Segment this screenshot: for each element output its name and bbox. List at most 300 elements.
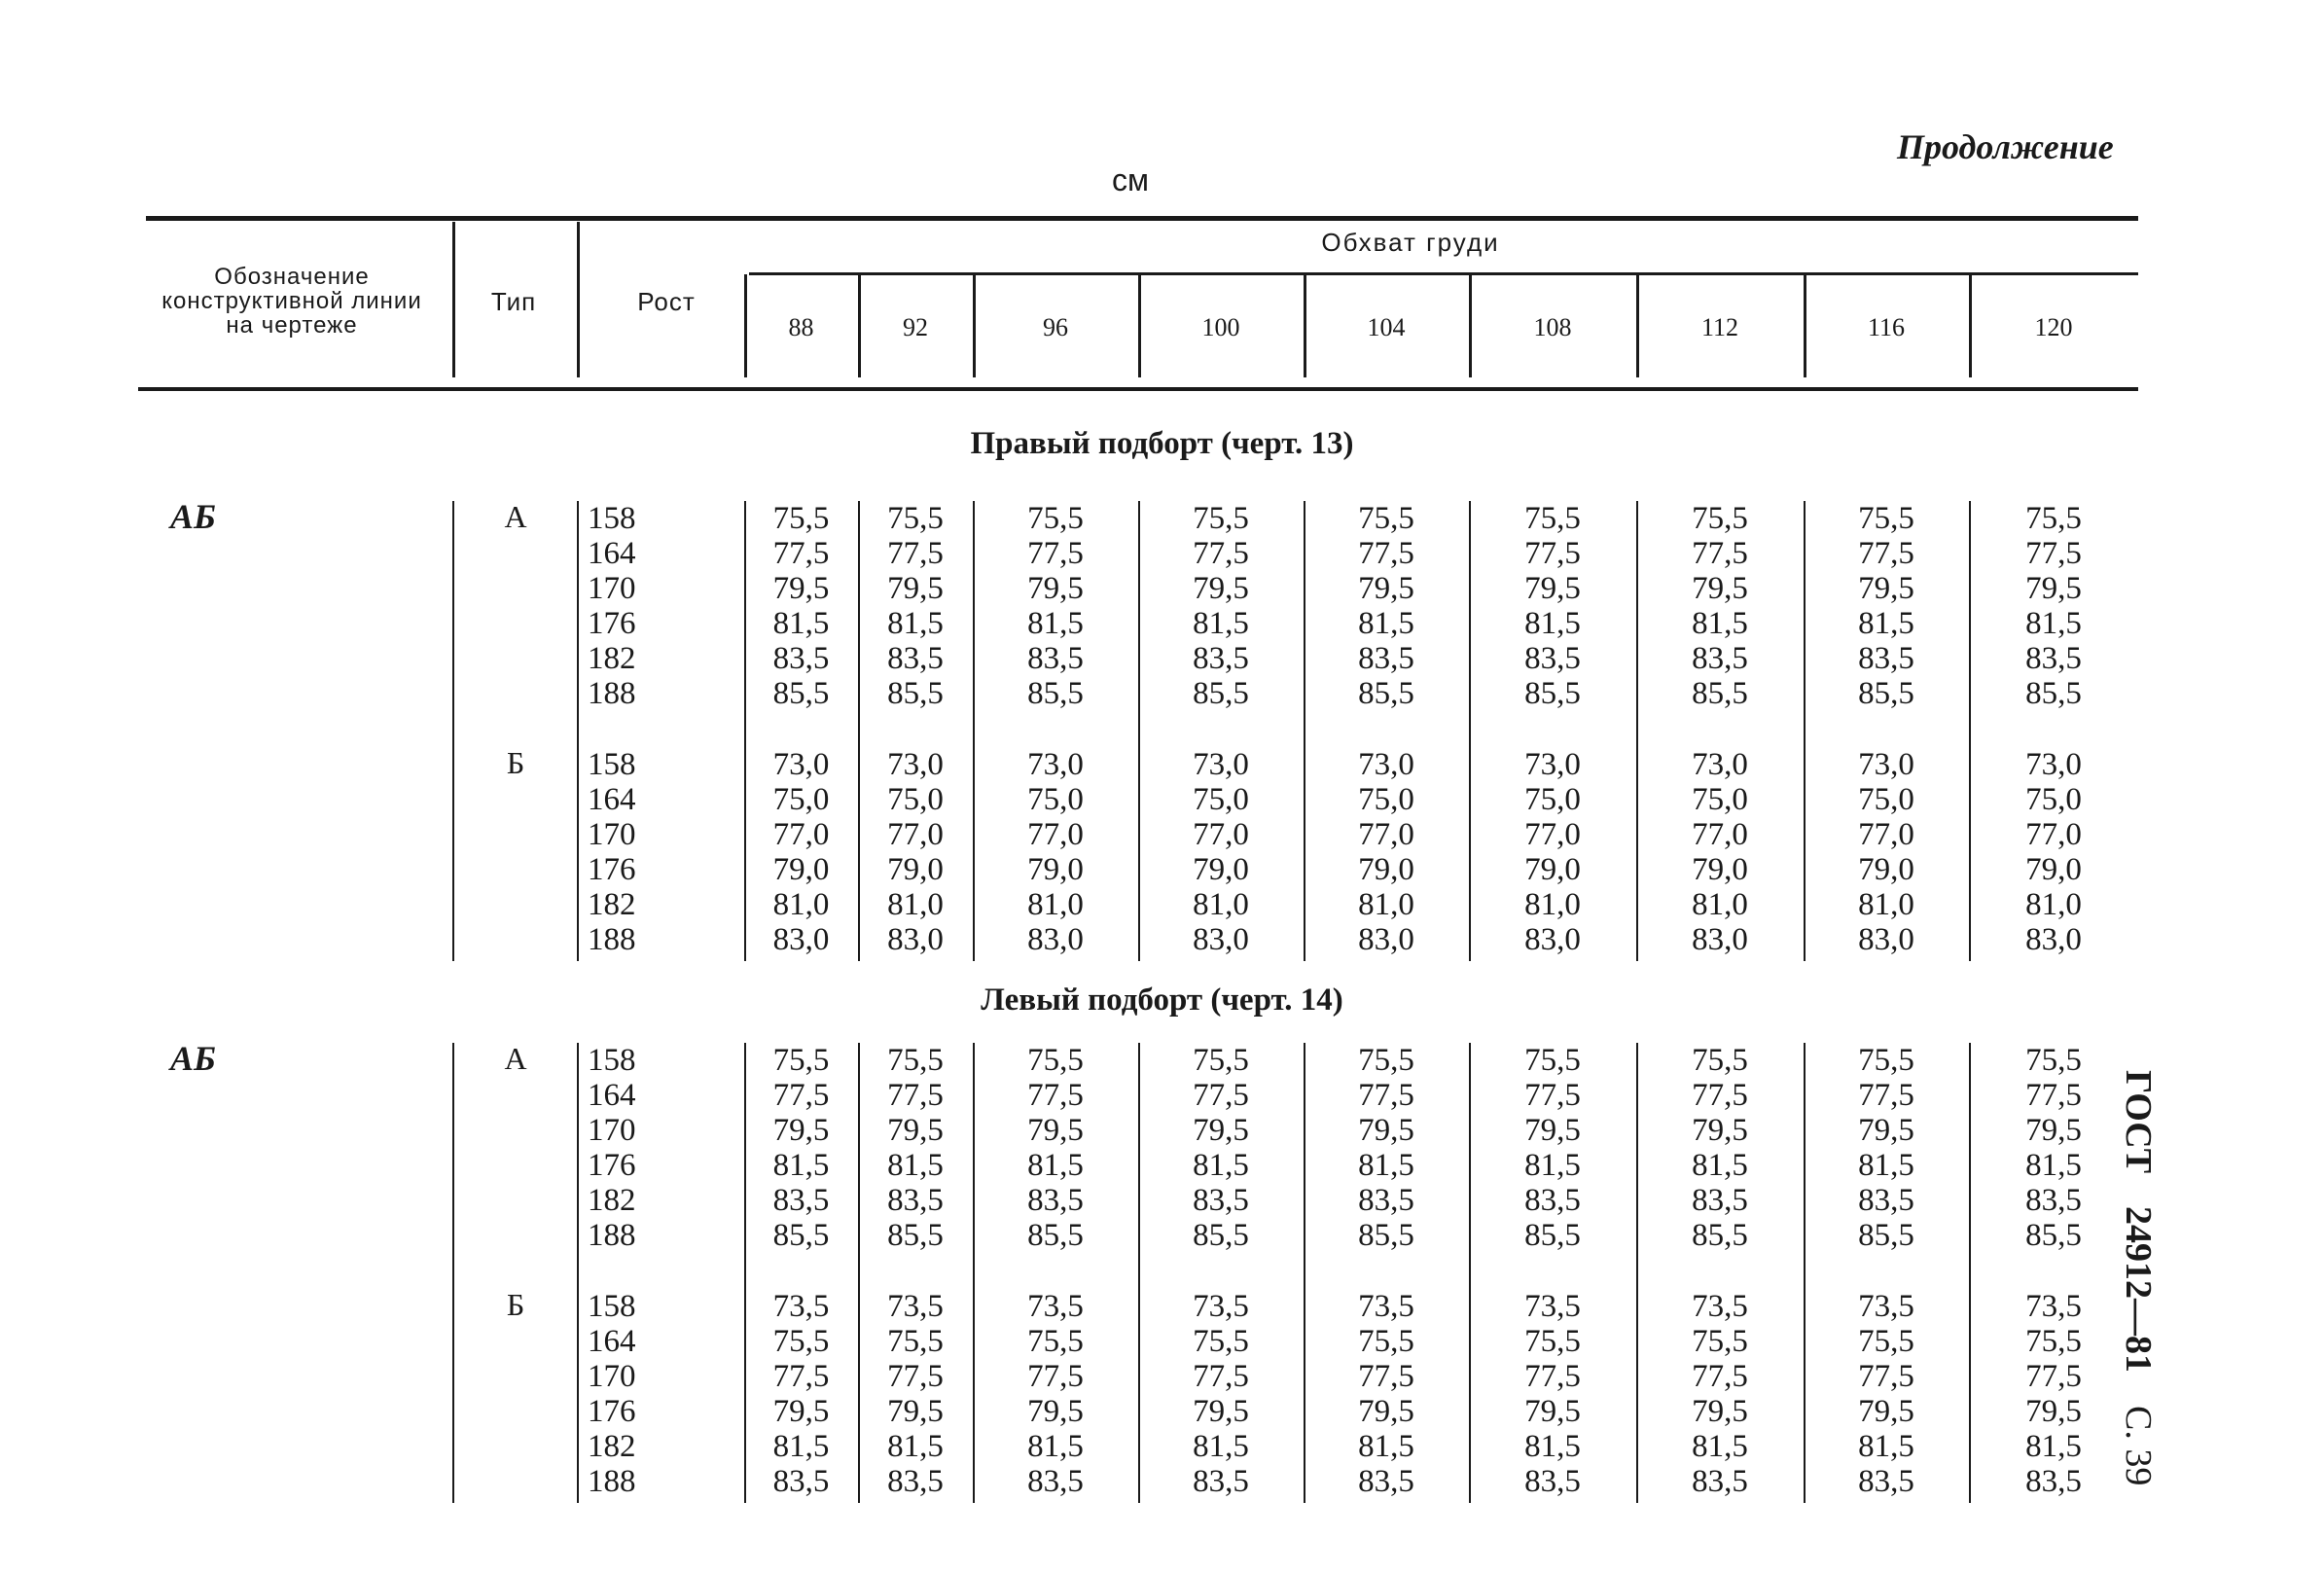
- continuation-label: Продолжение: [1897, 127, 2114, 166]
- value-cell: 83,5: [1193, 1183, 1249, 1218]
- body-column-divider: [1469, 501, 1471, 961]
- line-designation-header: Обозначение конструктивной линии на чертеже: [161, 264, 422, 339]
- value-cell: 85,5: [1358, 1218, 1414, 1253]
- value-cell: 85,5: [2025, 676, 2082, 711]
- value-column-92: [862, 747, 969, 957]
- value-cell: 79,5: [1692, 571, 1748, 606]
- value-cell: 77,5: [1193, 1078, 1249, 1113]
- value-cell: 81,0: [1858, 887, 1914, 922]
- value-cell: 77,5: [1027, 536, 1084, 571]
- value-cell: 83,0: [1193, 922, 1249, 957]
- value-column-96: [1002, 501, 1109, 711]
- value-cell: 73,0: [1692, 747, 1748, 782]
- value-cell: 79,5: [887, 571, 944, 606]
- value-cell: 85,5: [1358, 676, 1414, 711]
- header-column-divider: [1138, 274, 1141, 377]
- header-column-divider: [1469, 274, 1472, 377]
- value-cell: 79,0: [1358, 852, 1414, 887]
- value-cell: 75,5: [1524, 1324, 1581, 1359]
- body-column-divider: [1804, 501, 1806, 961]
- value-cell: 73,5: [1193, 1289, 1249, 1324]
- value-cell: 79,5: [1027, 571, 1084, 606]
- table-top-rule: [146, 216, 2138, 221]
- value-cell: 81,5: [1524, 606, 1581, 641]
- value-cell: 83,0: [1858, 922, 1914, 957]
- value-cell: 77,5: [1692, 1078, 1748, 1113]
- value-cell: 77,5: [772, 1078, 830, 1113]
- value-column-100: [1167, 747, 1274, 957]
- girth-header-92: 92: [903, 313, 928, 341]
- standard-number: 24912—81: [2118, 1206, 2159, 1374]
- height-cell: 158: [588, 501, 636, 536]
- value-cell: 79,5: [1524, 1113, 1581, 1148]
- value-cell: 75,0: [2025, 782, 2082, 817]
- value-cell: 77,5: [772, 536, 830, 571]
- value-cell: 73,0: [887, 747, 944, 782]
- value-cell: 73,0: [1358, 747, 1414, 782]
- value-column-120: [2000, 501, 2107, 711]
- value-cell: 79,5: [1858, 571, 1914, 606]
- value-column-112: [1666, 1043, 1773, 1253]
- value-cell: 75,5: [1193, 501, 1249, 536]
- value-cell: 77,5: [1692, 536, 1748, 571]
- value-cell: 75,0: [1692, 782, 1748, 817]
- value-cell: 75,5: [1027, 1324, 1084, 1359]
- value-cell: 77,0: [887, 817, 944, 852]
- value-column-116: [1833, 501, 1940, 711]
- value-cell: 77,0: [1692, 817, 1748, 852]
- value-cell: 83,5: [2025, 1464, 2082, 1499]
- value-cell: 83,0: [1027, 922, 1084, 957]
- value-cell: 81,5: [772, 606, 830, 641]
- girth-subheader-rule: [749, 272, 2138, 275]
- value-cell: 85,5: [2025, 1218, 2082, 1253]
- value-cell: 77,0: [2025, 817, 2082, 852]
- value-cell: 73,0: [1524, 747, 1581, 782]
- value-cell: 75,5: [1858, 1043, 1914, 1078]
- section-title-right-facing: Правый подборт (черт. 13): [970, 426, 1354, 461]
- value-cell: 77,5: [887, 1359, 944, 1394]
- value-cell: 77,5: [1858, 536, 1914, 571]
- girth-header-104: 104: [1367, 313, 1406, 341]
- height-cell: 188: [588, 1464, 636, 1499]
- value-column-88: [748, 501, 855, 711]
- value-cell: 83,5: [1358, 641, 1414, 676]
- value-cell: 79,5: [1358, 571, 1414, 606]
- value-cell: 79,0: [1524, 852, 1581, 887]
- value-cell: 81,5: [1027, 606, 1084, 641]
- value-cell: 73,5: [1524, 1289, 1581, 1324]
- value-cell: 75,5: [1193, 1043, 1249, 1078]
- value-cell: 81,5: [1193, 1148, 1249, 1183]
- value-cell: 83,5: [1193, 641, 1249, 676]
- value-cell: 81,5: [2025, 1148, 2082, 1183]
- type-label: Б: [506, 1287, 525, 1322]
- height-cell: 164: [588, 536, 636, 571]
- value-cell: 81,5: [1358, 1148, 1414, 1183]
- value-cell: 83,5: [1692, 641, 1748, 676]
- line-code: АБ: [170, 497, 216, 536]
- height-header: Рост: [637, 287, 696, 316]
- height-cell: 170: [588, 1359, 636, 1394]
- value-cell: 83,5: [1692, 1183, 1748, 1218]
- height-column: [588, 501, 695, 711]
- value-column-108: [1499, 1043, 1606, 1253]
- value-column-100: [1167, 1289, 1274, 1499]
- value-cell: 79,0: [1193, 852, 1249, 887]
- value-cell: 83,0: [887, 922, 944, 957]
- value-cell: 83,5: [1524, 641, 1581, 676]
- value-cell: 75,5: [1858, 501, 1914, 536]
- value-cell: 73,5: [1858, 1289, 1914, 1324]
- value-column-96: [1002, 747, 1109, 957]
- value-cell: 83,5: [2025, 641, 2082, 676]
- value-column-120: [2000, 747, 2107, 957]
- value-cell: 77,5: [1027, 1078, 1084, 1113]
- value-cell: 79,5: [2025, 1113, 2082, 1148]
- value-cell: 81,5: [2025, 606, 2082, 641]
- height-cell: 158: [588, 747, 636, 782]
- value-cell: 81,5: [2025, 1429, 2082, 1464]
- value-cell: 81,0: [1524, 887, 1581, 922]
- value-cell: 85,5: [1858, 1218, 1914, 1253]
- value-cell: 77,5: [1858, 1359, 1914, 1394]
- value-cell: 81,5: [1692, 1148, 1748, 1183]
- value-cell: 79,5: [1358, 1394, 1414, 1429]
- value-cell: 79,5: [1193, 1113, 1249, 1148]
- value-cell: 81,5: [887, 606, 944, 641]
- value-column-100: [1167, 1043, 1274, 1253]
- type-header: Тип: [490, 287, 537, 316]
- value-cell: 83,0: [1692, 922, 1748, 957]
- height-cell: 170: [588, 1113, 636, 1148]
- value-column-116: [1833, 1289, 1940, 1499]
- value-column-104: [1333, 1289, 1440, 1499]
- value-column-116: [1833, 747, 1940, 957]
- value-cell: 79,0: [1692, 852, 1748, 887]
- value-cell: 75,5: [1692, 1324, 1748, 1359]
- value-column-104: [1333, 747, 1440, 957]
- value-cell: 77,5: [1858, 1078, 1914, 1113]
- body-column-divider: [1304, 1043, 1305, 1503]
- height-cell: 176: [588, 852, 636, 887]
- value-cell: 77,5: [2025, 536, 2082, 571]
- value-cell: 79,5: [772, 1394, 830, 1429]
- header-column-divider: [744, 274, 747, 377]
- value-cell: 83,5: [1193, 1464, 1249, 1499]
- value-cell: 85,5: [1692, 676, 1748, 711]
- value-cell: 83,5: [1692, 1464, 1748, 1499]
- value-cell: 81,5: [1858, 606, 1914, 641]
- value-column-92: [862, 501, 969, 711]
- value-cell: 79,0: [2025, 852, 2082, 887]
- value-cell: 73,5: [1692, 1289, 1748, 1324]
- value-cell: 75,0: [1524, 782, 1581, 817]
- height-cell: 170: [588, 817, 636, 852]
- value-cell: 83,5: [1524, 1464, 1581, 1499]
- body-column-divider: [1469, 1043, 1471, 1503]
- value-column-108: [1499, 1289, 1606, 1499]
- value-cell: 85,5: [1193, 676, 1249, 711]
- value-cell: 79,5: [1692, 1113, 1748, 1148]
- height-cell: 182: [588, 1183, 636, 1218]
- value-column-88: [748, 1043, 855, 1253]
- value-cell: 83,5: [772, 1464, 830, 1499]
- value-cell: 73,5: [1027, 1289, 1084, 1324]
- type-label: А: [504, 1041, 527, 1076]
- value-cell: 79,5: [772, 571, 830, 606]
- value-cell: 81,0: [887, 887, 944, 922]
- value-cell: 79,5: [1193, 571, 1249, 606]
- header-bottom-rule: [138, 387, 2138, 391]
- value-cell: 83,5: [1027, 641, 1084, 676]
- value-cell: 75,0: [1358, 782, 1414, 817]
- value-column-96: [1002, 1043, 1109, 1253]
- value-cell: 75,5: [772, 1043, 830, 1078]
- header-column-divider: [1636, 274, 1639, 377]
- value-cell: 75,5: [1027, 501, 1084, 536]
- value-cell: 83,0: [1524, 922, 1581, 957]
- value-cell: 75,0: [772, 782, 830, 817]
- page-number: С. 39: [2118, 1406, 2159, 1486]
- value-cell: 77,5: [1692, 1359, 1748, 1394]
- value-cell: 81,5: [1692, 606, 1748, 641]
- value-column-88: [748, 747, 855, 957]
- value-cell: 75,5: [1524, 1043, 1581, 1078]
- value-column-120: [2000, 1289, 2107, 1499]
- value-cell: 81,5: [887, 1148, 944, 1183]
- value-cell: 75,5: [1027, 1043, 1084, 1078]
- value-cell: 81,0: [1193, 887, 1249, 922]
- value-cell: 81,5: [1692, 1429, 1748, 1464]
- value-cell: 75,5: [2025, 1324, 2082, 1359]
- value-cell: 75,5: [2025, 501, 2082, 536]
- value-cell: 79,5: [2025, 1394, 2082, 1429]
- body-column-divider: [744, 501, 746, 961]
- value-column-88: [748, 1289, 855, 1499]
- value-cell: 83,0: [772, 922, 830, 957]
- type-label: А: [504, 499, 527, 534]
- body-column-divider: [1804, 1043, 1806, 1503]
- height-cell: 158: [588, 1043, 636, 1078]
- body-column-divider: [973, 501, 975, 961]
- value-cell: 77,5: [1193, 536, 1249, 571]
- height-cell: 182: [588, 641, 636, 676]
- type-label: Б: [506, 745, 525, 780]
- header-column-divider: [1969, 274, 1972, 377]
- height-cell: 164: [588, 1078, 636, 1113]
- value-cell: 73,0: [1027, 747, 1084, 782]
- height-column: [588, 1043, 695, 1253]
- body-column-divider: [1636, 501, 1638, 961]
- header-column-divider: [577, 222, 580, 377]
- value-cell: 81,0: [2025, 887, 2082, 922]
- height-cell: 176: [588, 606, 636, 641]
- value-cell: 79,5: [1858, 1113, 1914, 1148]
- value-column-96: [1002, 1289, 1109, 1499]
- body-column-divider: [452, 1043, 454, 1503]
- value-cell: 73,5: [772, 1289, 830, 1324]
- value-cell: 81,5: [1524, 1429, 1581, 1464]
- value-cell: 83,5: [1358, 1183, 1414, 1218]
- value-column-112: [1666, 747, 1773, 957]
- height-cell: 182: [588, 887, 636, 922]
- value-cell: 77,0: [772, 817, 830, 852]
- body-column-divider: [744, 1043, 746, 1503]
- value-cell: 83,5: [1524, 1183, 1581, 1218]
- value-cell: 79,5: [887, 1394, 944, 1429]
- standard-code: ГОСТ: [2118, 1070, 2159, 1174]
- value-cell: 75,5: [1692, 1043, 1748, 1078]
- value-cell: 81,5: [887, 1429, 944, 1464]
- height-cell: 176: [588, 1148, 636, 1183]
- value-cell: 85,5: [772, 676, 830, 711]
- section-title-left-facing: Левый подборт (черт. 14): [981, 982, 1343, 1018]
- value-cell: 83,5: [2025, 1183, 2082, 1218]
- girth-header-96: 96: [1043, 313, 1068, 341]
- value-cell: 73,0: [1193, 747, 1249, 782]
- value-cell: 81,5: [1193, 1429, 1249, 1464]
- value-cell: 81,5: [1858, 1148, 1914, 1183]
- value-cell: 85,5: [887, 676, 944, 711]
- value-cell: 73,0: [1858, 747, 1914, 782]
- body-column-divider: [1138, 501, 1140, 961]
- value-column-104: [1333, 1043, 1440, 1253]
- header-column-divider: [1804, 274, 1806, 377]
- girth-header-120: 120: [2034, 313, 2073, 341]
- value-cell: 75,5: [1692, 501, 1748, 536]
- height-cell: 176: [588, 1394, 636, 1429]
- value-cell: 77,5: [1358, 1359, 1414, 1394]
- value-cell: 83,5: [1027, 1464, 1084, 1499]
- value-cell: 75,5: [1193, 1324, 1249, 1359]
- value-cell: 85,5: [1193, 1218, 1249, 1253]
- value-cell: 77,5: [2025, 1078, 2082, 1113]
- value-cell: 81,5: [1358, 606, 1414, 641]
- standard-side-label: [2117, 1070, 2160, 1518]
- value-cell: 79,0: [887, 852, 944, 887]
- value-cell: 73,5: [887, 1289, 944, 1324]
- body-column-divider: [858, 501, 860, 961]
- value-column-112: [1666, 501, 1773, 711]
- value-cell: 77,5: [887, 536, 944, 571]
- value-cell: 75,5: [2025, 1043, 2082, 1078]
- value-cell: 81,5: [772, 1429, 830, 1464]
- value-cell: 83,5: [772, 1183, 830, 1218]
- value-column-116: [1833, 1043, 1940, 1253]
- value-cell: 83,5: [887, 641, 944, 676]
- body-column-divider: [973, 1043, 975, 1503]
- value-cell: 85,5: [1524, 676, 1581, 711]
- height-cell: 158: [588, 1289, 636, 1324]
- value-cell: 85,5: [1027, 676, 1084, 711]
- value-cell: 79,0: [1027, 852, 1084, 887]
- body-column-divider: [1304, 501, 1305, 961]
- value-cell: 77,5: [887, 1078, 944, 1113]
- value-cell: 85,5: [1858, 676, 1914, 711]
- value-cell: 75,0: [1858, 782, 1914, 817]
- girth-header-112: 112: [1700, 313, 1739, 341]
- girth-header-100: 100: [1201, 313, 1240, 341]
- value-cell: 79,5: [1524, 571, 1581, 606]
- value-cell: 73,5: [1358, 1289, 1414, 1324]
- value-cell: 75,5: [1858, 1324, 1914, 1359]
- girth-header-88: 88: [788, 313, 814, 341]
- value-cell: 79,5: [1692, 1394, 1748, 1429]
- value-cell: 73,0: [2025, 747, 2082, 782]
- unit-label: см: [1112, 162, 1149, 197]
- value-cell: 83,5: [1358, 1464, 1414, 1499]
- body-column-divider: [1636, 1043, 1638, 1503]
- value-column-92: [862, 1043, 969, 1253]
- value-cell: 75,5: [887, 501, 944, 536]
- height-cell: 188: [588, 922, 636, 957]
- value-cell: 79,5: [1858, 1394, 1914, 1429]
- body-column-divider: [577, 501, 579, 961]
- chest-girth-header: Обхват груди: [1321, 228, 1500, 257]
- value-cell: 81,0: [1358, 887, 1414, 922]
- value-cell: 73,0: [772, 747, 830, 782]
- value-cell: 75,5: [887, 1043, 944, 1078]
- value-column-92: [862, 1289, 969, 1499]
- value-cell: 77,0: [1858, 817, 1914, 852]
- header-column-divider: [1304, 274, 1306, 377]
- value-cell: 79,5: [1027, 1113, 1084, 1148]
- value-cell: 77,0: [1358, 817, 1414, 852]
- value-cell: 79,0: [772, 852, 830, 887]
- value-column-120: [2000, 1043, 2107, 1253]
- value-cell: 75,5: [1358, 1324, 1414, 1359]
- girth-header-116: 116: [1867, 313, 1906, 341]
- value-cell: 77,0: [1027, 817, 1084, 852]
- value-cell: 85,5: [1692, 1218, 1748, 1253]
- value-cell: 85,5: [1027, 1218, 1084, 1253]
- body-column-divider: [1969, 501, 1971, 961]
- height-column: [588, 747, 695, 957]
- value-cell: 79,5: [772, 1113, 830, 1148]
- value-cell: 75,0: [887, 782, 944, 817]
- value-cell: 73,5: [2025, 1289, 2082, 1324]
- value-cell: 83,0: [2025, 922, 2082, 957]
- line-code: АБ: [170, 1039, 216, 1078]
- height-cell: 164: [588, 1324, 636, 1359]
- value-cell: 83,5: [1858, 1183, 1914, 1218]
- value-cell: 83,0: [1358, 922, 1414, 957]
- value-cell: 75,5: [1358, 1043, 1414, 1078]
- value-cell: 75,5: [772, 501, 830, 536]
- value-cell: 75,0: [1193, 782, 1249, 817]
- body-column-divider: [1969, 1043, 1971, 1503]
- value-cell: 83,5: [1858, 1464, 1914, 1499]
- height-cell: 188: [588, 676, 636, 711]
- value-cell: 81,5: [1027, 1429, 1084, 1464]
- value-cell: 77,5: [1524, 1359, 1581, 1394]
- body-column-divider: [577, 1043, 579, 1503]
- header-column-divider: [858, 274, 861, 377]
- value-column-108: [1499, 501, 1606, 711]
- value-cell: 83,5: [1858, 641, 1914, 676]
- value-cell: 81,5: [772, 1148, 830, 1183]
- value-cell: 85,5: [887, 1218, 944, 1253]
- value-cell: 77,5: [1193, 1359, 1249, 1394]
- value-column-100: [1167, 501, 1274, 711]
- value-cell: 77,5: [1524, 536, 1581, 571]
- value-cell: 79,5: [1358, 1113, 1414, 1148]
- value-cell: 81,0: [772, 887, 830, 922]
- body-column-divider: [1138, 1043, 1140, 1503]
- value-cell: 79,5: [1027, 1394, 1084, 1429]
- value-cell: 85,5: [1524, 1218, 1581, 1253]
